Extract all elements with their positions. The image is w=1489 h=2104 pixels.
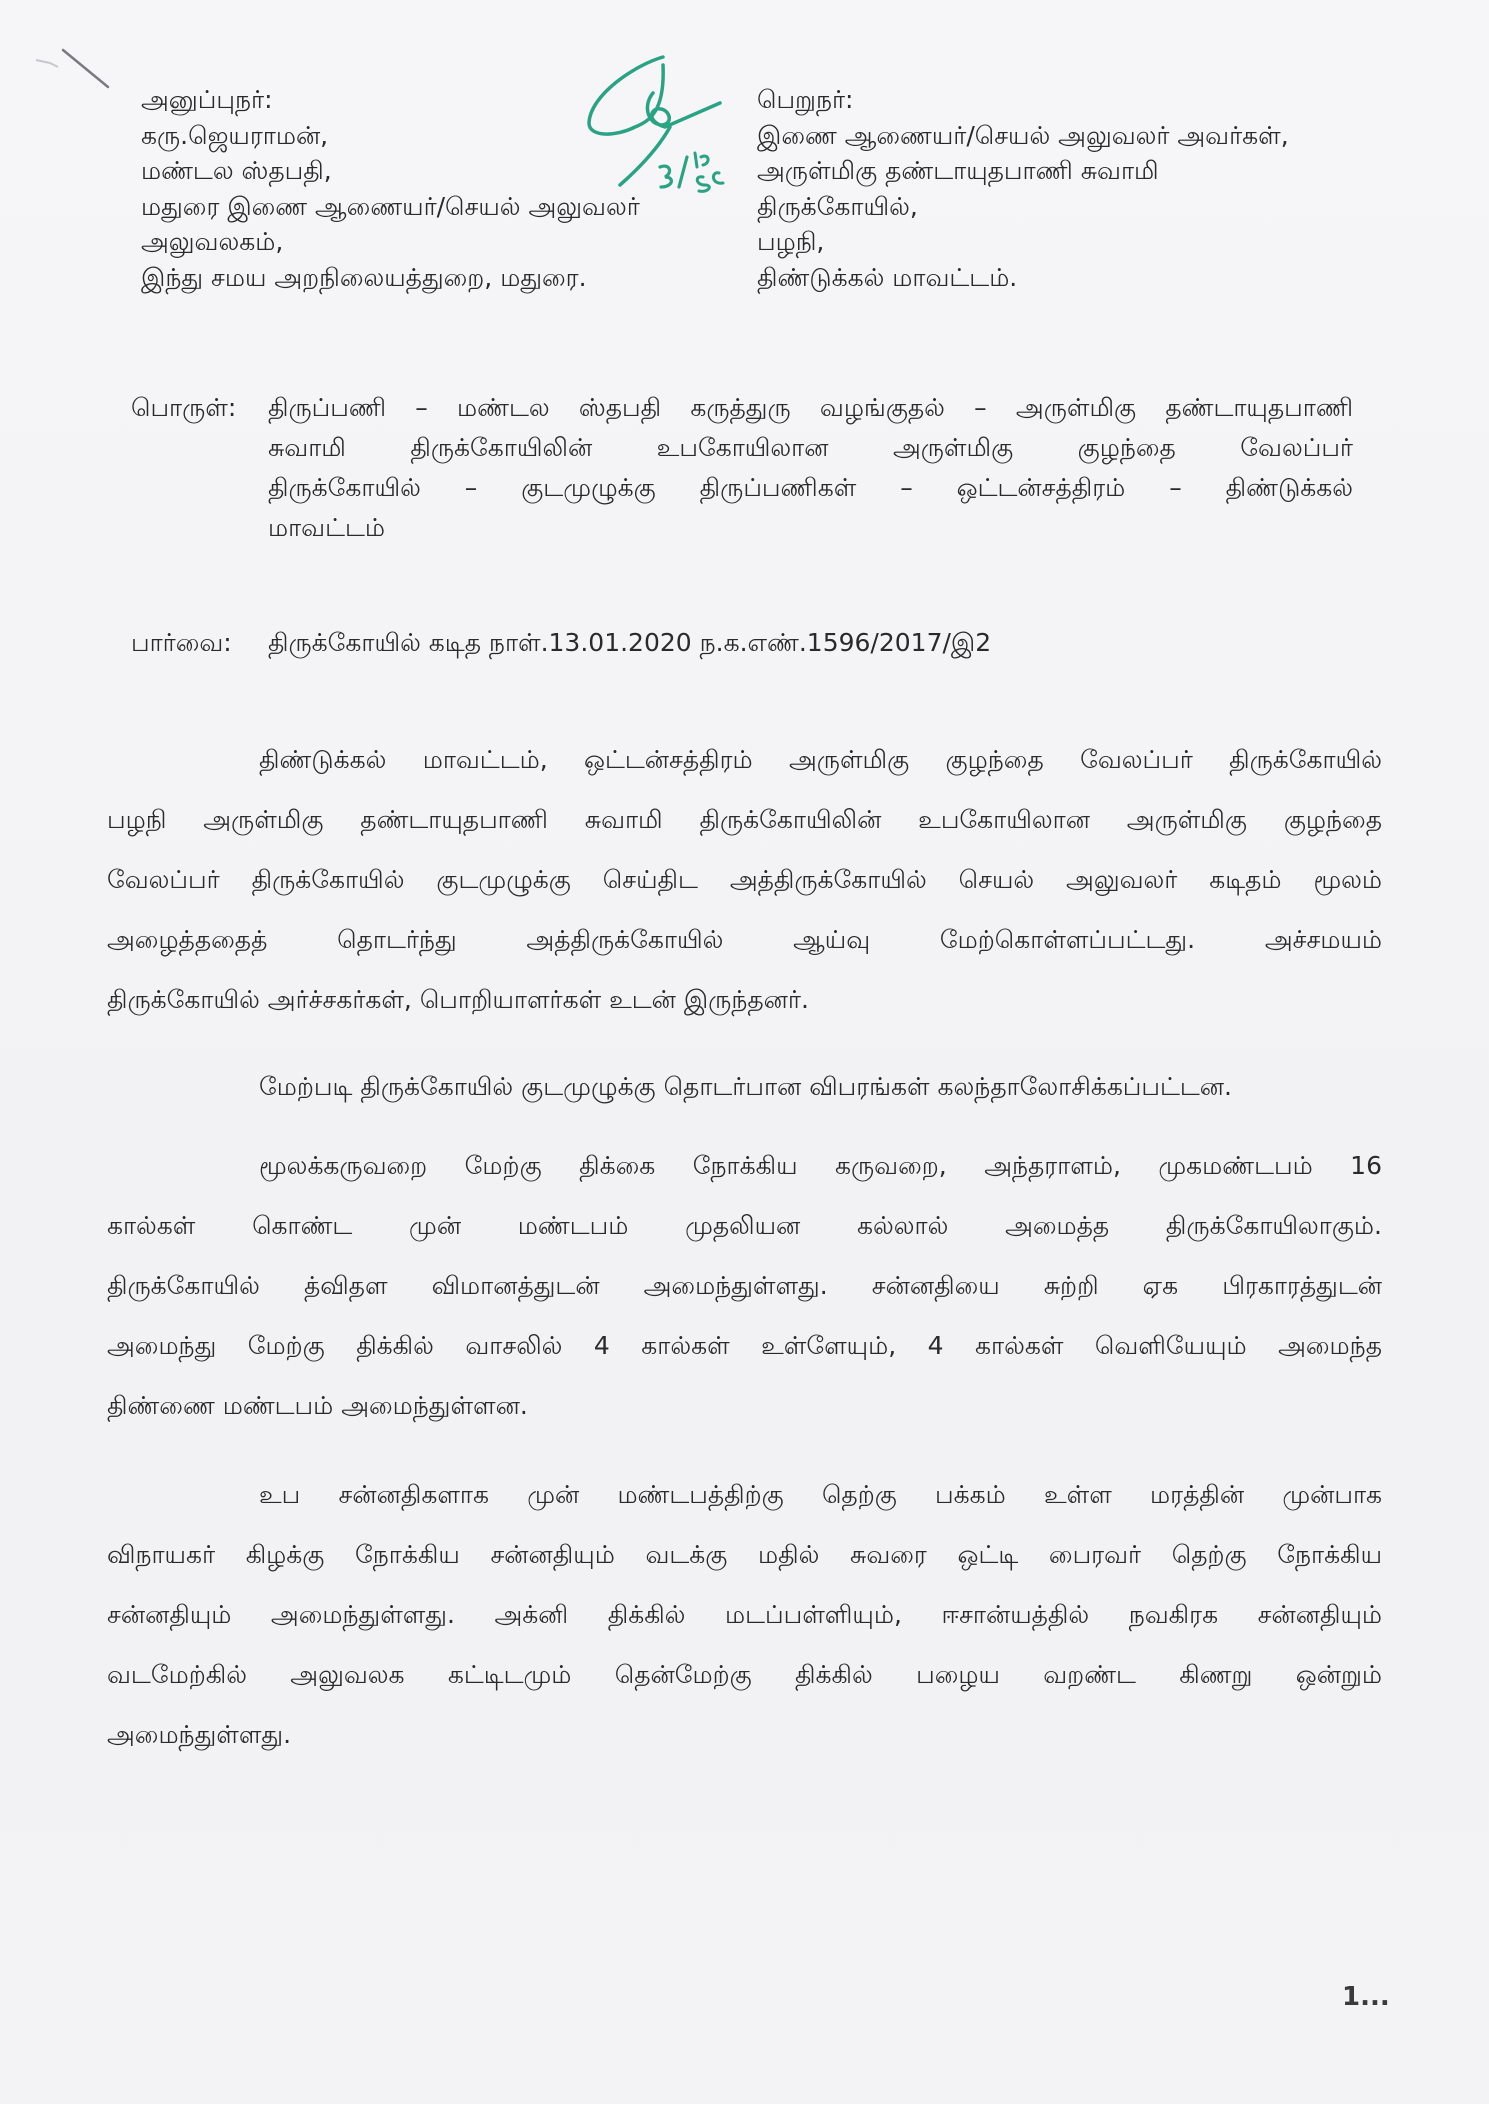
reference-label: பார்வை: <box>131 628 232 657</box>
body-paragraph-4 <box>107 1465 1382 1765</box>
paragraph-line: திருக்கோயில் அர்ச்சகர்கள், பொறியாளர்கள் உடன் இருந்தனர். <box>107 985 809 1014</box>
sender-office-line-2: அலுவலகம், <box>141 227 284 256</box>
sender-office-line-1: மதுரை இணை ஆணையர்/செயல் அலுவலர் <box>141 191 640 221</box>
recipient-label: பெறுநர்: <box>757 85 854 114</box>
paragraph-line: அமைந்து மேற்கு திக்கில் வாசலில் 4 கால்கள் உள்ளேயும், 4 கால்கள் வெளியேயும் அமைந்த <box>107 1331 1382 1360</box>
body-paragraph-3 <box>107 1136 1382 1436</box>
paragraph-line: பழநி அருள்மிகு தண்டாயுதபாணி சுவாமி திருக்கோயிலின் உபகோயிலான அருள்மிகு குழந்தை <box>107 805 1382 834</box>
paragraph-line: திண்டுக்கல் மாவட்டம், ஒட்டன்சத்திரம் அருள்மிகு குழந்தை வேலப்பர் திருக்கோயில் <box>259 745 1382 774</box>
reference-text: திருக்கோயில் கடித நாள்.13.01.2020 ந.க.எண்.1596/2017/இ2 <box>268 628 992 657</box>
subject-section <box>131 388 1361 548</box>
paragraph-line: அமைந்துள்ளது. <box>107 1720 292 1749</box>
sender-address-block <box>141 82 640 295</box>
sender-department: இந்து சமய அறநிலையத்துறை, மதுரை. <box>141 262 587 292</box>
paragraph-line: விநாயகர் கிழக்கு நோக்கிய சன்னதியும் வடக்கு மதில் சுவரை ஒட்டி பைரவர் தெற்கு நோக்கிய <box>107 1540 1382 1569</box>
recipient-temple-line-1: அருள்மிகு தண்டாயுதபாணி சுவாமி <box>757 156 1159 185</box>
paragraph-line: வடமேற்கில் அலுவலக கட்டிடமும் தென்மேற்கு திக்கில் பழைய வறண்ட கிணறு ஒன்றும் <box>107 1660 1382 1689</box>
paragraph-line: மேற்படி திருக்கோயில் குடமுழுக்கு தொடர்பான விபரங்கள் கலந்தாலோசிக்கப்பட்டன. <box>259 1072 1232 1101</box>
paragraph-line: சன்னதியும் அமைந்துள்ளது. அக்னி திக்கில் மடப்பள்ளியும், ஈசான்யத்தில் நவகிரக சன்னதியும் <box>107 1600 1382 1629</box>
subject-label: பொருள்: <box>131 393 237 422</box>
body-paragraph-1 <box>107 730 1382 1030</box>
subject-line: சுவாமி திருக்கோயிலின் உபகோயிலான அருள்மிகு குழந்தை வேலப்பர் <box>268 433 1353 462</box>
recipient-town: பழநி, <box>757 227 825 256</box>
paragraph-line: திருக்கோயில் த்விதள விமானத்துடன் அமைந்துள்ளது. சன்னதியை சுற்றி ஏக பிரகாரத்துடன் <box>107 1271 1382 1300</box>
paragraph-line: திண்ணை மண்டபம் அமைந்துள்ளன. <box>107 1391 528 1420</box>
subject-line: மாவட்டம் <box>268 513 386 542</box>
recipient-temple-line-2: திருக்கோயில், <box>757 191 918 221</box>
scan-mark-icon <box>30 45 120 105</box>
paragraph-line: வேலப்பர் திருக்கோயில் குடமுழுக்கு செய்திட அத்திருக்கோயில் செயல் அலுவலர் கடிதம் மூலம் <box>107 865 1382 894</box>
paragraph-line: கால்கள் கொண்ட முன் மண்டபம் முதலியன கல்லால் அமைத்த திருக்கோயிலாகும். <box>107 1211 1382 1240</box>
paragraph-line: மூலக்கருவறை மேற்கு திக்கை நோக்கிய கருவறை, அந்தராளம், முகமண்டபம் 16 <box>259 1151 1382 1180</box>
subject-line: திருக்கோயில் – குடமுழுக்கு திருப்பணிகள் – ஒட்டன்சத்திரம் – திண்டுக்கல் <box>268 473 1353 502</box>
recipient-address-block <box>757 82 1289 295</box>
recipient-district: திண்டுக்கல் மாவட்டம். <box>757 262 1018 292</box>
paragraph-line: உப சன்னதிகளாக முன் மண்டபத்திற்கு தெற்கு பக்கம் உள்ள மரத்தின் முன்பாக <box>259 1480 1382 1509</box>
reference-section <box>131 623 991 663</box>
page-number: 1... <box>1342 1982 1390 2012</box>
recipient-designation: இணை ஆணையர்/செயல் அலுவலர் அவர்கள், <box>757 120 1289 150</box>
sender-designation: மண்டல ஸ்தபதி, <box>141 156 332 185</box>
sender-name: கரு.ஜெயராமன், <box>141 120 329 150</box>
subject-text <box>268 388 1353 548</box>
sender-label: அனுப்புநர்: <box>141 85 273 114</box>
subject-line: திருப்பணி – மண்டல ஸ்தபதி கருத்துரு வழங்குதல் – அருள்மிகு தண்டாயுதபாணி <box>268 393 1353 422</box>
paragraph-line: அழைத்ததைத் தொடர்ந்து அத்திருக்கோயில் ஆய்வு மேற்கொள்ளப்பட்டது. அச்சமயம் <box>107 925 1382 954</box>
body-paragraph-2 <box>107 1057 1382 1117</box>
